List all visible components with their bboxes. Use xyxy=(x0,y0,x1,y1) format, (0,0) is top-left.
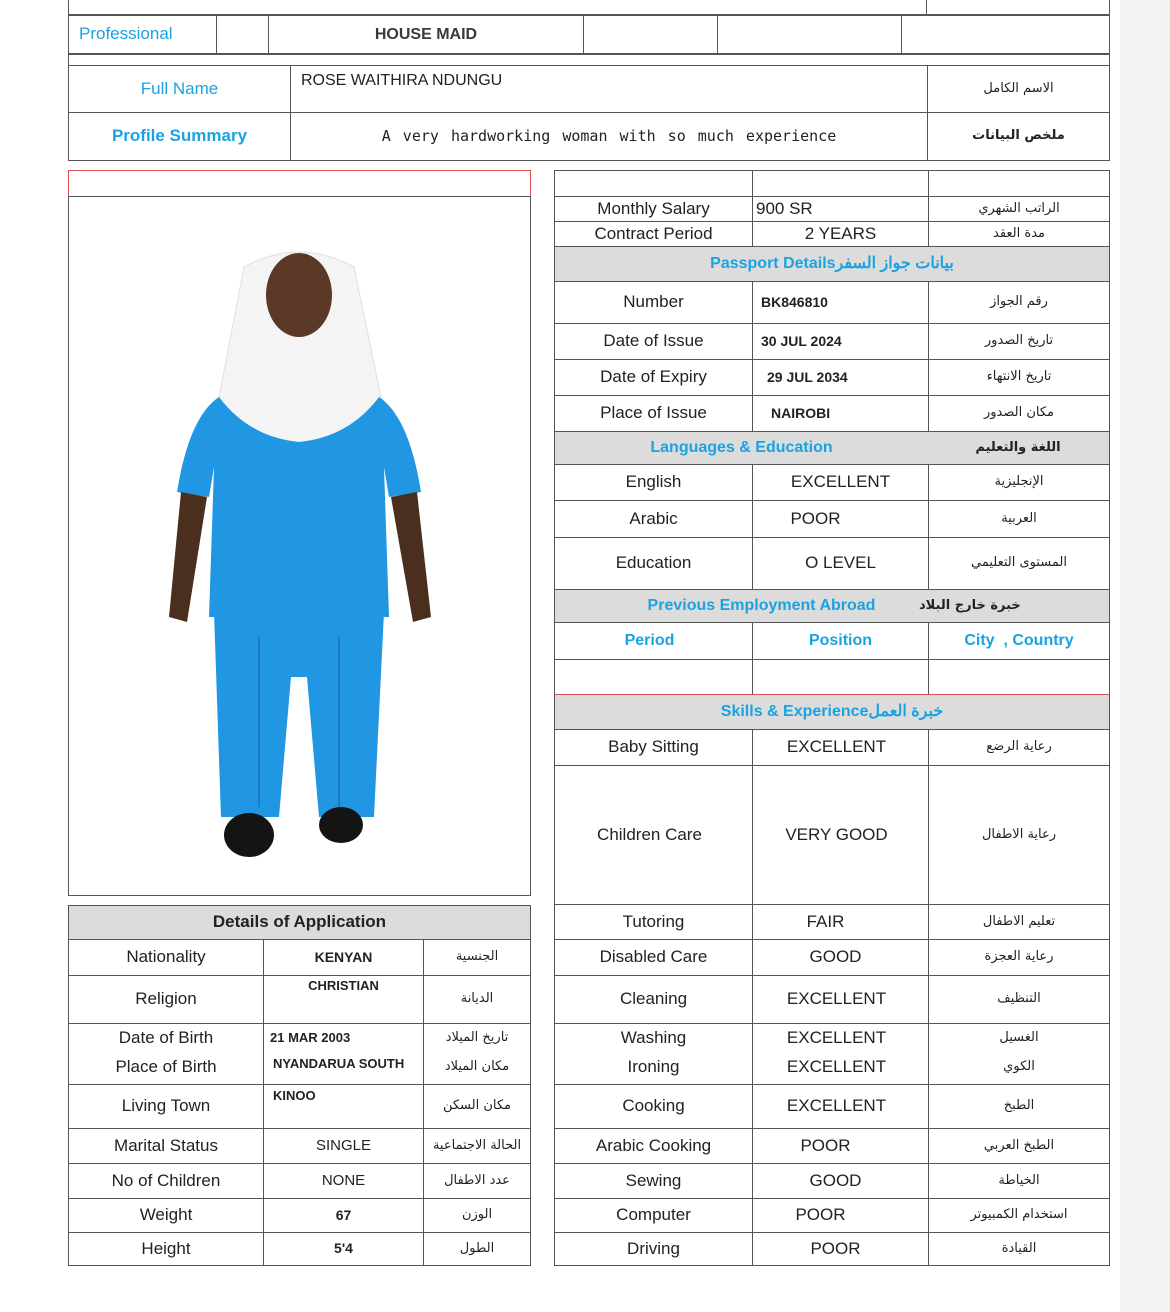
religion-value: CHRISTIAN xyxy=(263,975,424,1024)
date-of-expiry-value: 29 JUL 2034 xyxy=(752,359,929,396)
skill-children-care-label: Children Care xyxy=(554,765,753,905)
passport-number-ar: رقم الجواز xyxy=(928,281,1110,324)
place-of-birth-value: NYANDARUA SOUTH xyxy=(263,1051,424,1085)
skill-baby-sitting-value: EXCELLENT xyxy=(752,729,929,766)
skill-computer-value: POOR xyxy=(752,1198,929,1233)
skill-sewing-value: GOOD xyxy=(752,1163,929,1199)
skill-driving-ar: القيادة xyxy=(928,1232,1110,1266)
skill-cleaning-value: EXCELLENT xyxy=(752,975,929,1024)
skill-driving-label: Driving xyxy=(554,1232,753,1266)
contract-period-ar: مدة العقد xyxy=(928,221,1110,247)
religion-ar: الديانة xyxy=(423,975,531,1024)
monthly-salary-ar: الراتب الشهري xyxy=(928,196,1110,222)
date-of-issue-label: Date of Issue xyxy=(554,323,753,360)
previous-employment-heading-ar: خبرة خارج البلاد xyxy=(911,589,1110,623)
marital-status-ar: الحالة الاجتماعية xyxy=(423,1128,531,1164)
right-top-blank-3 xyxy=(928,170,1110,197)
skill-driving-value: POOR xyxy=(752,1232,929,1266)
height-value: 5'4 xyxy=(263,1232,424,1266)
date-of-birth-ar: تاريخ الميلاد xyxy=(423,1023,531,1052)
english-ar: الإنجليزية xyxy=(928,464,1110,501)
arabic-ar: العربية xyxy=(928,500,1110,538)
languages-heading: Languages & Education xyxy=(554,431,928,465)
living-town-ar: مكان السكن xyxy=(423,1084,531,1129)
employment-col-city: City , Country xyxy=(928,622,1110,660)
arabic-label: Arabic xyxy=(554,500,753,538)
skill-baby-sitting-ar: رعاية الرضع xyxy=(928,729,1110,766)
full-name-ar: الاسم الكامل xyxy=(927,65,1110,113)
date-of-issue-ar: تاريخ الصدور xyxy=(928,323,1110,360)
employment-blank-2 xyxy=(752,659,929,695)
skill-arabic-cooking-label: Arabic Cooking xyxy=(554,1128,753,1164)
skills-heading: Skills & Experienceخبرة العمل xyxy=(554,694,1110,730)
weight-value: 67 xyxy=(263,1198,424,1233)
height-label: Height xyxy=(68,1232,264,1266)
place-of-birth-ar: مكان الميلاد xyxy=(423,1051,531,1085)
date-of-birth-label: Date of Birth xyxy=(68,1023,264,1052)
english-value: EXCELLENT xyxy=(752,464,929,501)
top-strip xyxy=(68,0,1110,15)
skill-washing-label: Washing xyxy=(554,1023,753,1052)
place-of-issue-label: Place of Issue xyxy=(554,395,753,432)
profile-summary-ar: ملخص البيانات xyxy=(927,112,1110,161)
applicant-photo-frame xyxy=(68,196,531,896)
place-of-birth-label: Place of Birth xyxy=(68,1051,264,1085)
professional-blank-3 xyxy=(717,15,902,54)
applicant-photo xyxy=(69,197,530,895)
living-town-value: KINOO xyxy=(263,1084,424,1129)
profile-summary-value: A very hardworking woman with so much experience xyxy=(290,112,928,161)
skill-sewing-label: Sewing xyxy=(554,1163,753,1199)
photo-top-box xyxy=(68,170,531,197)
place-of-issue-value: NAIROBI xyxy=(752,395,929,432)
religion-label: Religion xyxy=(68,975,264,1024)
top-strip-divider xyxy=(926,0,927,15)
weight-ar: الوزن xyxy=(423,1198,531,1233)
date-of-expiry-ar: تاريخ الانتهاء xyxy=(928,359,1110,396)
skill-tutoring-ar: تعليم الاطفال xyxy=(928,904,1110,940)
nationality-value: KENYAN xyxy=(263,939,424,976)
nationality-ar: الجنسية xyxy=(423,939,531,976)
professional-blank-4 xyxy=(901,15,1110,54)
skill-children-care-ar: رعاية الاطفال xyxy=(928,765,1110,905)
weight-label: Weight xyxy=(68,1198,264,1233)
skill-cooking-value: EXCELLENT xyxy=(752,1084,929,1129)
full-name-value: ROSE WAITHIRA NDUNGU xyxy=(290,65,928,113)
monthly-salary-label: Monthly Salary xyxy=(554,196,753,222)
employment-col-period: Period xyxy=(554,622,753,660)
skill-cleaning-label: Cleaning xyxy=(554,975,753,1024)
skill-sewing-ar: الخياطة xyxy=(928,1163,1110,1199)
skill-cooking-label: Cooking xyxy=(554,1084,753,1129)
skill-tutoring-label: Tutoring xyxy=(554,904,753,940)
no-of-children-value: NONE xyxy=(263,1163,424,1199)
place-of-issue-ar: مكان الصدور xyxy=(928,395,1110,432)
skill-disabled-care-ar: رعاية العجزة xyxy=(928,939,1110,976)
skill-computer-label: Computer xyxy=(554,1198,753,1233)
skill-tutoring-value: FAIR xyxy=(752,904,929,940)
skill-children-care-value: VERY GOOD xyxy=(752,765,929,905)
no-of-children-ar: عدد الاطفال xyxy=(423,1163,531,1199)
marital-status-label: Marital Status xyxy=(68,1128,264,1164)
date-of-issue-value: 30 JUL 2024 xyxy=(752,323,929,360)
skill-arabic-cooking-value: POOR xyxy=(752,1128,929,1164)
no-of-children-label: No of Children xyxy=(68,1163,264,1199)
skill-disabled-care-value: GOOD xyxy=(752,939,929,976)
details-of-application-heading: Details of Application xyxy=(68,905,531,940)
languages-heading-ar: اللغة والتعليم xyxy=(927,431,1110,465)
skill-ironing-value: EXCELLENT xyxy=(752,1051,929,1085)
education-ar: المستوى التعليمي xyxy=(928,537,1110,590)
living-town-label: Living Town xyxy=(68,1084,264,1129)
professional-label: Professional xyxy=(68,15,217,54)
passport-number-label: Number xyxy=(554,281,753,324)
professional-blank-2 xyxy=(583,15,718,54)
profile-summary-label: Profile Summary xyxy=(68,112,291,161)
passport-details-heading: Passport Detailsبيانات جواز السفر xyxy=(554,246,1110,282)
education-label: Education xyxy=(554,537,753,590)
skill-ironing-ar: الكوي xyxy=(928,1051,1110,1085)
right-top-blank-1 xyxy=(554,170,753,197)
skill-cleaning-ar: التنظيف xyxy=(928,975,1110,1024)
contract-period-label: Contract Period xyxy=(554,221,753,247)
skill-washing-value: EXCELLENT xyxy=(752,1023,929,1052)
skill-arabic-cooking-ar: الطبخ العربي xyxy=(928,1128,1110,1164)
skill-disabled-care-label: Disabled Care xyxy=(554,939,753,976)
education-value: O LEVEL xyxy=(752,537,929,590)
english-label: English xyxy=(554,464,753,501)
job-title: HOUSE MAID xyxy=(268,15,584,54)
monthly-salary-value: 900 SR xyxy=(752,196,929,222)
nationality-label: Nationality xyxy=(68,939,264,976)
employment-col-position: Position xyxy=(752,622,929,660)
passport-number-value: BK846810 xyxy=(752,281,929,324)
skill-washing-ar: الغسيل xyxy=(928,1023,1110,1052)
height-ar: الطول xyxy=(423,1232,531,1266)
date-of-expiry-label: Date of Expiry xyxy=(554,359,753,396)
arabic-value: POOR xyxy=(752,500,929,538)
contract-period-value: 2 YEARS xyxy=(752,221,929,247)
skill-cooking-ar: الطبخ xyxy=(928,1084,1110,1129)
right-top-blank-2 xyxy=(752,170,929,197)
marital-status-value: SINGLE xyxy=(263,1128,424,1164)
skill-computer-ar: استخدام الكمبيوتر xyxy=(928,1198,1110,1233)
full-name-label: Full Name xyxy=(68,65,291,113)
previous-employment-heading: Previous Employment Abroad xyxy=(554,589,928,623)
date-of-birth-value: 21 MAR 2003 xyxy=(263,1023,424,1052)
employment-blank-1 xyxy=(554,659,753,695)
skill-ironing-label: Ironing xyxy=(554,1051,753,1085)
employment-blank-3 xyxy=(928,659,1110,695)
professional-blank-1 xyxy=(216,15,269,54)
skill-baby-sitting-label: Baby Sitting xyxy=(554,729,753,766)
